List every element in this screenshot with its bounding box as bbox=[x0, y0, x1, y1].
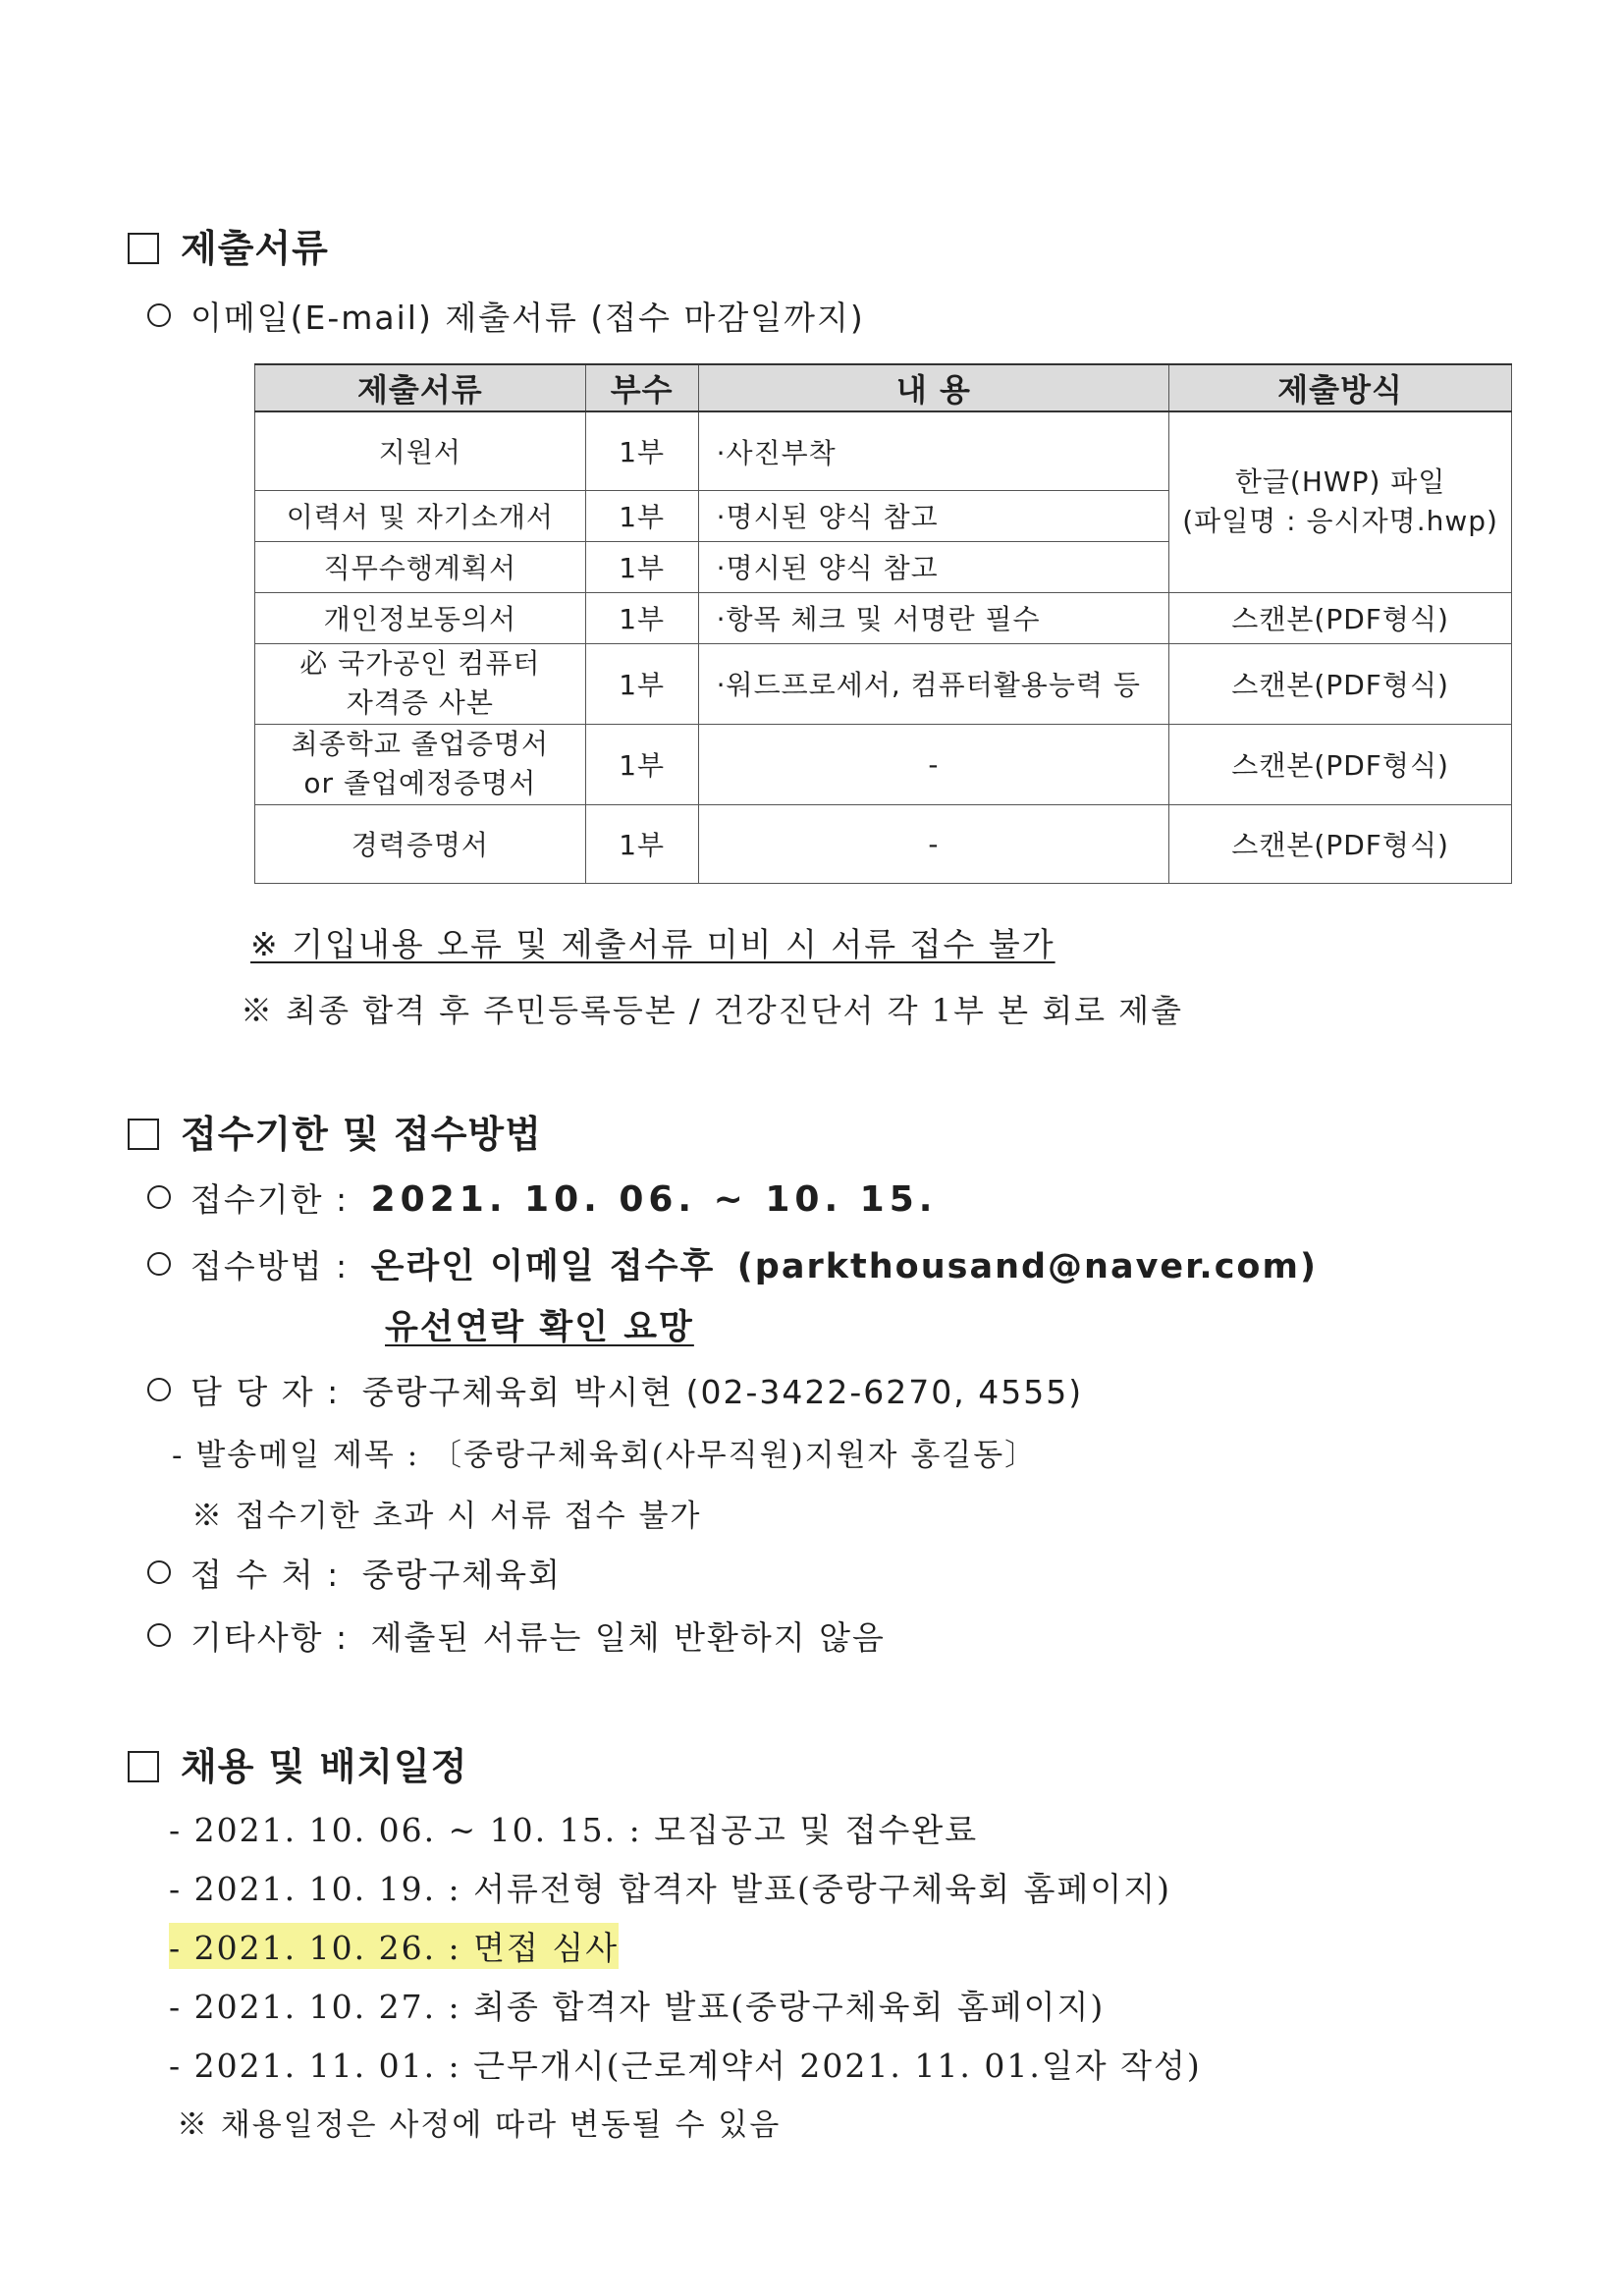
table-header-row bbox=[255, 364, 1512, 411]
col-header-content: 내 용 bbox=[698, 364, 1169, 411]
section-heading-application bbox=[128, 1104, 542, 1158]
receipt-place-line: 접 수 처 : 중랑구체육회 bbox=[147, 1550, 562, 1596]
late-submission-note: ※ 접수기한 초과 시 서류 접수 불가 bbox=[191, 1499, 702, 1534]
section-title: 접수기한 및 접수방법 bbox=[181, 1113, 542, 1156]
deadline-value: 2021. 10. 06. ~ 10. 15. bbox=[370, 1179, 938, 1220]
etc-line: 기타사항 : 제출된 서류는 일체 반환하지 않음 bbox=[147, 1613, 886, 1659]
mail-subject-line: - 발송메일 제목 : 〔중랑구체육회(사무직원)지원자 홍길동〕 bbox=[172, 1438, 1038, 1473]
section-heading-documents bbox=[128, 218, 329, 272]
documents-table bbox=[254, 363, 1512, 884]
table-row: 必 국가공인 컴퓨터 자격증 사본 1부 ·워드프로세서, 컴퓨터활용능력 등 스캔본(PDF형식) bbox=[255, 643, 1512, 724]
checkbox-square-icon bbox=[128, 233, 159, 264]
col-header-method: 제출방식 bbox=[1169, 364, 1512, 411]
method-line: 접수방법 : 온라인 이메일 접수후 (parkthousand@naver.com) bbox=[147, 1239, 1318, 1288]
col-header-copies: 부수 bbox=[585, 364, 698, 411]
circle-bullet-icon bbox=[147, 1560, 171, 1584]
table-row: 이력서 및 자기소개서 1부 ·명시된 양식 참고 bbox=[255, 490, 1512, 541]
table-row: 직무수행계획서 1부 ·명시된 양식 참고 bbox=[255, 541, 1512, 592]
merged-method-cell: 한글(HWP) 파일 (파일명 : 응시자명.hwp) bbox=[1169, 411, 1512, 592]
email-address: (parkthousand@naver.com) bbox=[736, 1247, 1318, 1286]
phone-confirm-note: 유선연락 확인 요망 bbox=[385, 1308, 694, 1347]
email-submission-line: 이메일(E-mail) 제출서류 (접수 마감일까지) bbox=[147, 293, 865, 339]
circle-bullet-icon bbox=[147, 1252, 171, 1276]
table-row: 지원서 1부 ·사진부착 한글(HWP) 파일 (파일명 : 응시자명.hwp) bbox=[255, 411, 1512, 490]
table-row: 경력증명서 1부 - 스캔본(PDF형식) bbox=[255, 804, 1512, 883]
circle-bullet-icon bbox=[147, 1378, 171, 1401]
schedule-item-highlighted: - 2021. 10. 26. : 면접 심사 bbox=[169, 1923, 619, 1969]
schedule-item: - 2021. 10. 27. : 최종 합격자 발표(중랑구체육회 홈페이지) bbox=[169, 1988, 1106, 2026]
circle-bullet-icon bbox=[147, 303, 171, 327]
note-submission-error: ※ 기입내용 오류 및 제출서류 미비 시 서류 접수 불가 bbox=[250, 925, 1055, 963]
schedule-item: - 2021. 10. 06. ~ 10. 15. : 모집공고 및 접수완료 bbox=[169, 1811, 979, 1849]
table-row: 개인정보동의서 1부 ·항목 체크 및 서명란 필수 스캔본(PDF형식) bbox=[255, 592, 1512, 643]
circle-bullet-icon bbox=[147, 1185, 171, 1209]
schedule-item: - 2021. 11. 01. : 근무개시(근로계약서 2021. 11. 01.일자 작성) bbox=[169, 2047, 1202, 2085]
note-final-documents: ※ 최종 합격 후 주민등록등본 / 건강진단서 각 1부 본 회로 제출 bbox=[241, 992, 1184, 1029]
schedule-note: ※ 채용일정은 사정에 따라 변동될 수 있음 bbox=[177, 2107, 782, 2143]
section-title: 제출서류 bbox=[181, 227, 329, 270]
checkbox-square-icon bbox=[128, 1751, 159, 1782]
contact-line: 담 당 자 : 중랑구체육회 박시현 (02-3422-6270, 4555) bbox=[147, 1367, 1083, 1413]
circle-bullet-icon bbox=[147, 1623, 171, 1647]
section-heading-schedule bbox=[128, 1736, 467, 1790]
section-title: 채용 및 배치일정 bbox=[181, 1745, 468, 1788]
deadline-line: 접수기한 : 2021. 10. 06. ~ 10. 15. bbox=[147, 1175, 937, 1221]
table-row: 최종학교 졸업증명서 or 졸업예정증명서 1부 - 스캔본(PDF형식) bbox=[255, 724, 1512, 804]
checkbox-square-icon bbox=[128, 1119, 159, 1150]
schedule-item: - 2021. 10. 19. : 서류전형 합격자 발표(중랑구체육회 홈페이지) bbox=[169, 1870, 1172, 1908]
col-header-documents: 제출서류 bbox=[255, 364, 586, 411]
